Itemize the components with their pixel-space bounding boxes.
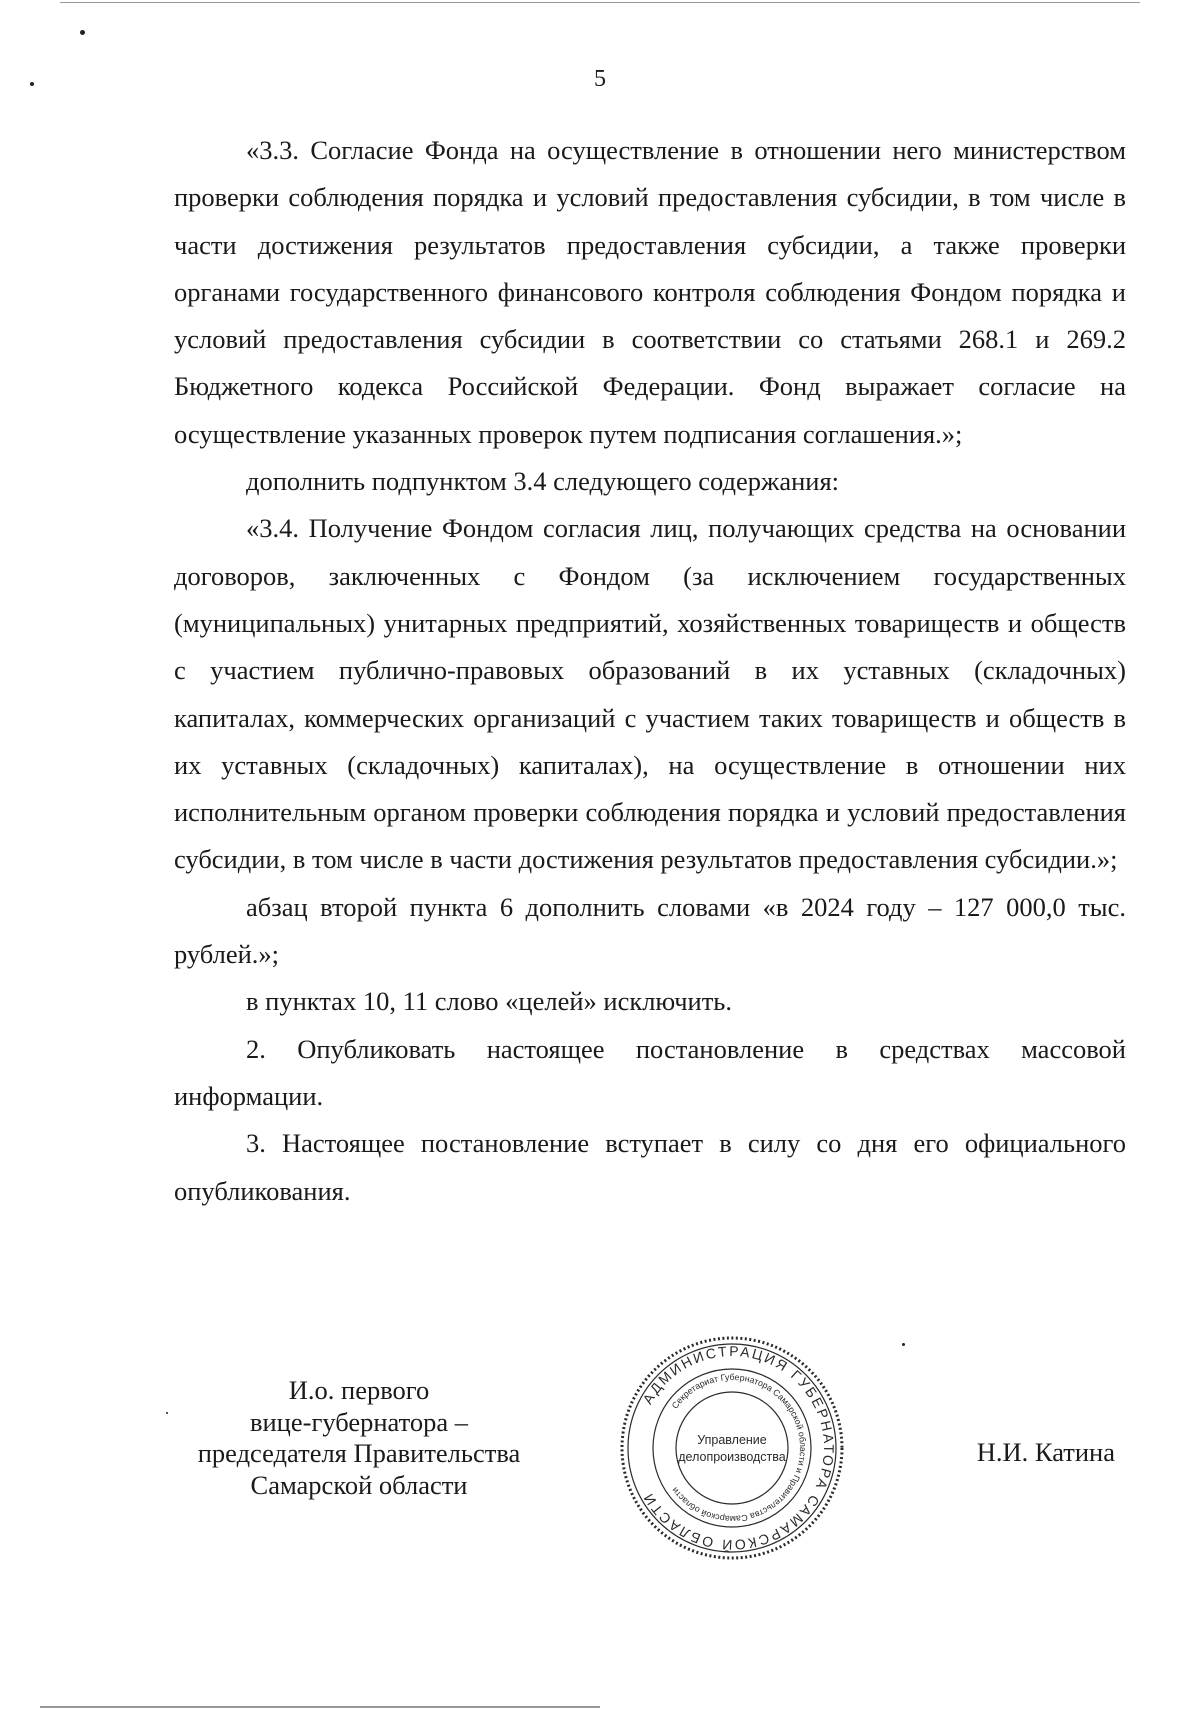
signer-name: Н.И. Катина [976,1437,1115,1467]
paragraph-items-10-11: в пунктах 10, 11 слово «целей» исключить. [246,986,733,1017]
paragraph-item-6: абзац второй пункта 6 дополнить словами «в 2024 году – 127 000,0 тыс. рублей.»; [174,891,1126,970]
paragraph-3-3: «3.3. Согласие Фонда на осуществление в отношении него министерством проверки соблюдения порядка и условий предоставления субсидии, в том числе в части достижения результатов предоставления субсидии, а также проверки органами государственного финансового контроля соблюдения Фондом порядка и условий предоставления субсидии в соответствии со статьями 268.1 и 269.2 Бюджетного кодекса Российской Федерации. Фонд выражает согласие на осуществление указанных проверок путем подписания соглашения.»; [174,135,1126,449]
seal-ring [676,1392,788,1504]
scan-speck [166,1412,168,1414]
paragraph-add-3-4: дополнить подпунктом 3.4 следующего содержания: [246,466,840,497]
signer-title-line: вице-губернатора – [249,1406,468,1437]
paragraph-publish: 2. Опубликовать настоящее постановление в средствах массовой информации. [174,1033,1126,1111]
scan-edge-bottom [40,1706,600,1708]
seal-inner-text: Секретариат Губернатора Самарской области и Правительства Самарской области [669,1371,809,1525]
seal-outer-text: АДМИНИСТРАЦИЯ ГУБЕРНАТОРА САМАРСКОЙ ОБЛАСТИ [639,1342,838,1554]
scan-speck [30,82,34,86]
seal-center-line: Управление [697,1433,767,1447]
signer-title-line: председателя Правительства [197,1438,521,1468]
scan-speck [902,1343,905,1346]
scan-edge-top [60,2,1140,3]
page-number: 5 [594,66,606,92]
scan-speck [80,30,85,35]
seal-ring [653,1369,811,1527]
signer-title [174,1375,544,1501]
paragraph-3-4: «3.4. Получение Фондом согласия лиц, получающих средства на основании договоров, заключенных с Фондом (за исключением государственных (муниципальных) унитарных предприятий, хозяйственных товариществ и обществ с участием публично-правовых образований в их уставных (складочных) капиталах, коммерческих организаций с участием таких товариществ и обществ в их уставных (складочных) капиталах), на осуществление в отношении них исполнительным органом проверки соблюдения порядка и условий предоставления субсидии, в том числе в части достижения результатов предоставления субсидии.»; [174,513,1126,875]
official-seal [618,1334,846,1562]
paragraph-effective: 3. Настоящее постановление вступает в силу со дня его официального опубликования. [174,1128,1126,1206]
seal-center-line: делопроизводства [678,1450,786,1464]
signer-title-line: Самарской области [250,1469,468,1500]
signer-title-line: И.о. первого [288,1375,430,1405]
document-body [174,127,1126,1215]
seal-outer-ring [622,1338,842,1558]
